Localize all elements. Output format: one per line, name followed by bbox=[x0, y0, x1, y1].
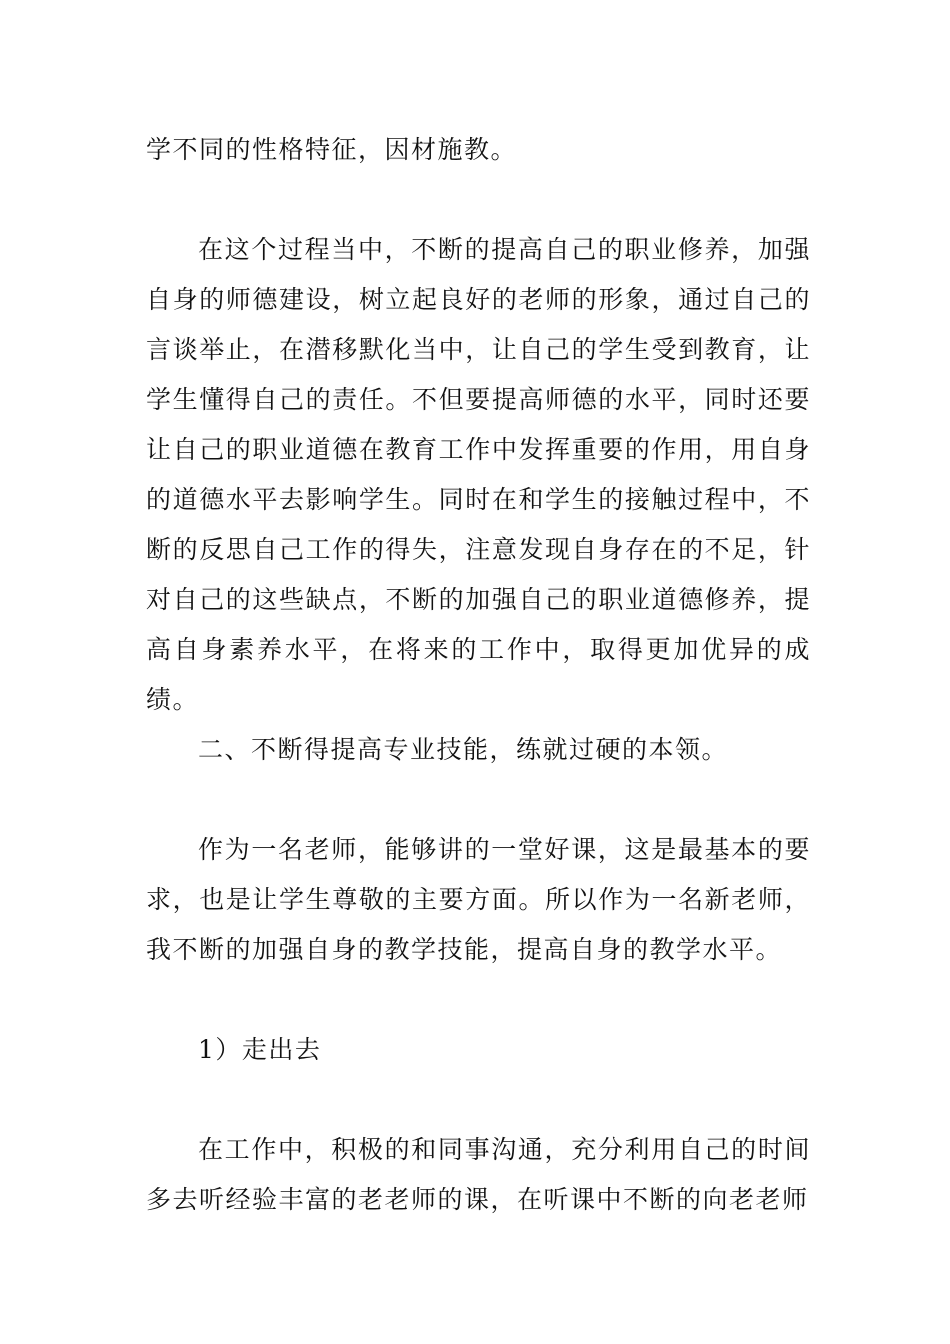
paragraph-teacher-ethics: 在这个过程当中，不断的提高自己的职业修养，加强自身的师德建设，树立起良好的老师的形象，通过自己的言谈举止，在潜移默化当中，让自己的学生受到教育，让学生懂得自己的责任。不但要提高师德的水平，同时还要让自己的职业道德在教育工作中发挥重要的作用，用自身的道德水平去影响学生。同时在和学生的接触过程中，不断的反思自己工作的得失，注意发现自身存在的不足，针对自己的这些缺点，不断的加强自己的职业道德修养，提高自身素养水平，在将来的工作中，取得更加优异的成绩。 bbox=[146, 235, 811, 714]
paragraph-continuation: 学不同的性格特征，因材施教。 bbox=[146, 135, 518, 164]
paragraph-observe-classes: 在工作中，积极的和同事沟通，充分利用自己的时间多去听经验丰富的老老师的课，在听课中不断的向老老师 bbox=[146, 1135, 811, 1214]
section-heading-professional-skills: 二、不断得提高专业技能，练就过硬的本领。 bbox=[198, 735, 729, 764]
subheading-go-out: 1）走出去 bbox=[198, 1035, 322, 1064]
paragraph-teaching-skills: 作为一名老师，能够讲的一堂好课，这是最基本的要求，也是让学生尊敬的主要方面。所以作为一名新老师，我不断的加强自身的教学技能，提高自身的教学水平。 bbox=[146, 835, 811, 964]
